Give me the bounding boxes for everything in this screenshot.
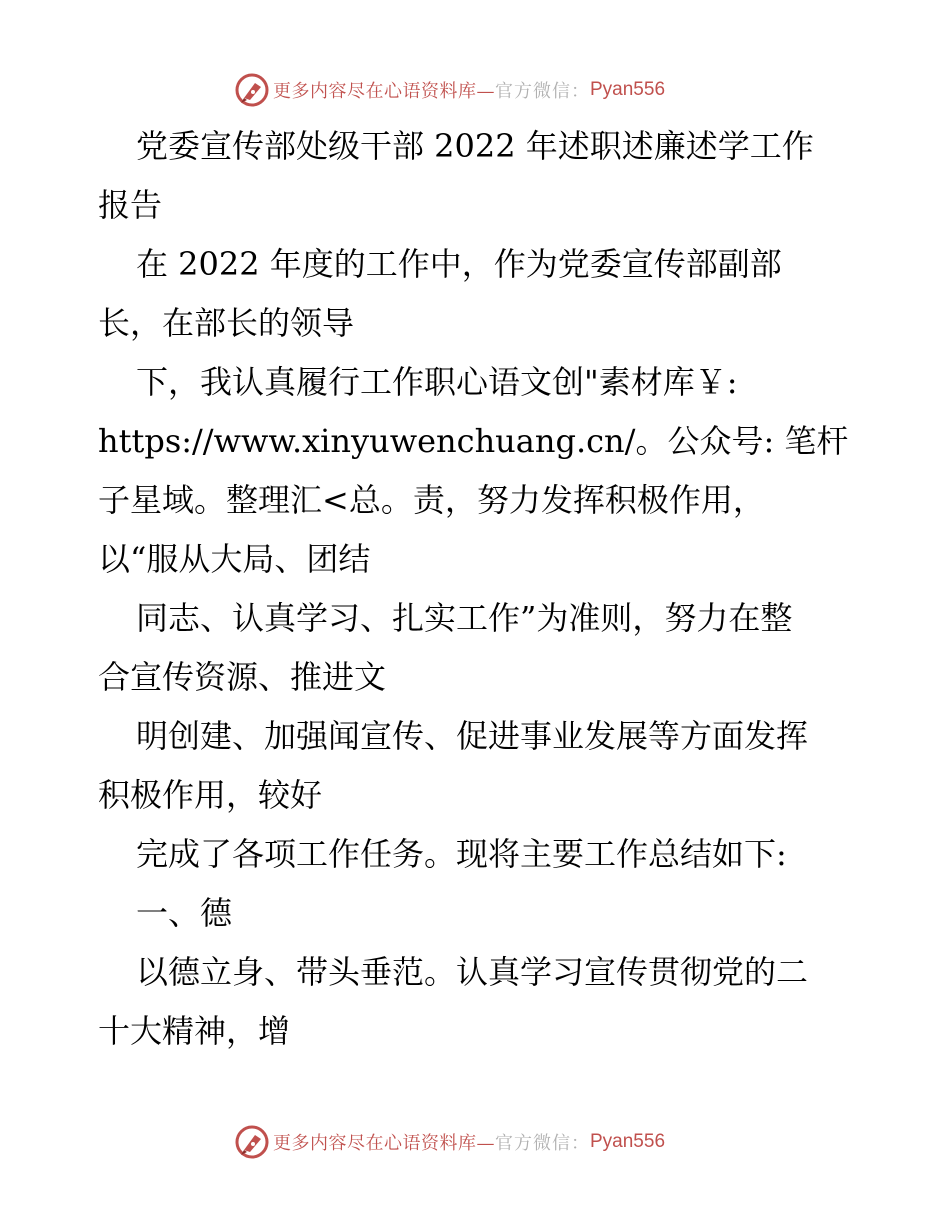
banner-text: 更多内容尽在心语资料库— bbox=[273, 81, 495, 102]
doc-paragraph-line: 在 2022 年度的工作中，作为党委宣传部副部 bbox=[136, 245, 782, 283]
doc-paragraph-line: 明创建、加强闻宣传、促进事业发展等方面发挥 bbox=[136, 717, 809, 755]
doc-paragraph-line: 完成了各项工作任务。现将主要工作总结如下: bbox=[136, 835, 787, 873]
pen-nib-logo-icon bbox=[235, 1125, 269, 1159]
document-body bbox=[98, 117, 858, 1061]
doc-paragraph-line: 合宣传资源、推进文 bbox=[98, 658, 387, 696]
doc-paragraph-line: 积极作用，较好 bbox=[98, 776, 323, 814]
doc-paragraph-line: 下，我认真履行工作职心语文创"素材库￥: bbox=[136, 363, 738, 401]
doc-paragraph-line: 十大精神，增 bbox=[98, 1012, 291, 1050]
pen-nib-logo-icon bbox=[235, 73, 269, 107]
banner-wechat-id: Pyan556 bbox=[590, 79, 666, 100]
doc-paragraph-line: https://www.xinyuwenchuang.cn/。公众号: 笔杆 bbox=[98, 422, 849, 460]
banner-wechat-id: Pyan556 bbox=[590, 1131, 666, 1152]
doc-title-line: 党委宣传部处级干部 2022 年述职述廉述学工作 bbox=[136, 127, 814, 165]
doc-title-line: 报告 bbox=[98, 186, 163, 224]
doc-section-heading: 一、德 bbox=[136, 894, 233, 932]
header-banner bbox=[235, 70, 735, 110]
doc-paragraph-line: 子星域。整理汇<总。责，努力发挥积极作用， bbox=[98, 481, 765, 519]
doc-paragraph-line: 同志、认真学习、扎实工作”为准则，努力在整 bbox=[136, 599, 793, 637]
banner-text: 更多内容尽在心语资料库— bbox=[273, 1133, 495, 1154]
banner-wechat-label: 官方微信： bbox=[495, 1133, 590, 1154]
banner-wechat-label: 官方微信： bbox=[495, 81, 590, 102]
doc-paragraph-line: 以“服从大局、团结 bbox=[98, 540, 371, 578]
doc-paragraph-line: 长，在部长的领导 bbox=[98, 304, 355, 342]
footer-banner bbox=[235, 1122, 735, 1162]
doc-paragraph-line: 以德立身、带头垂范。认真学习宣传贯彻党的二 bbox=[136, 953, 809, 991]
